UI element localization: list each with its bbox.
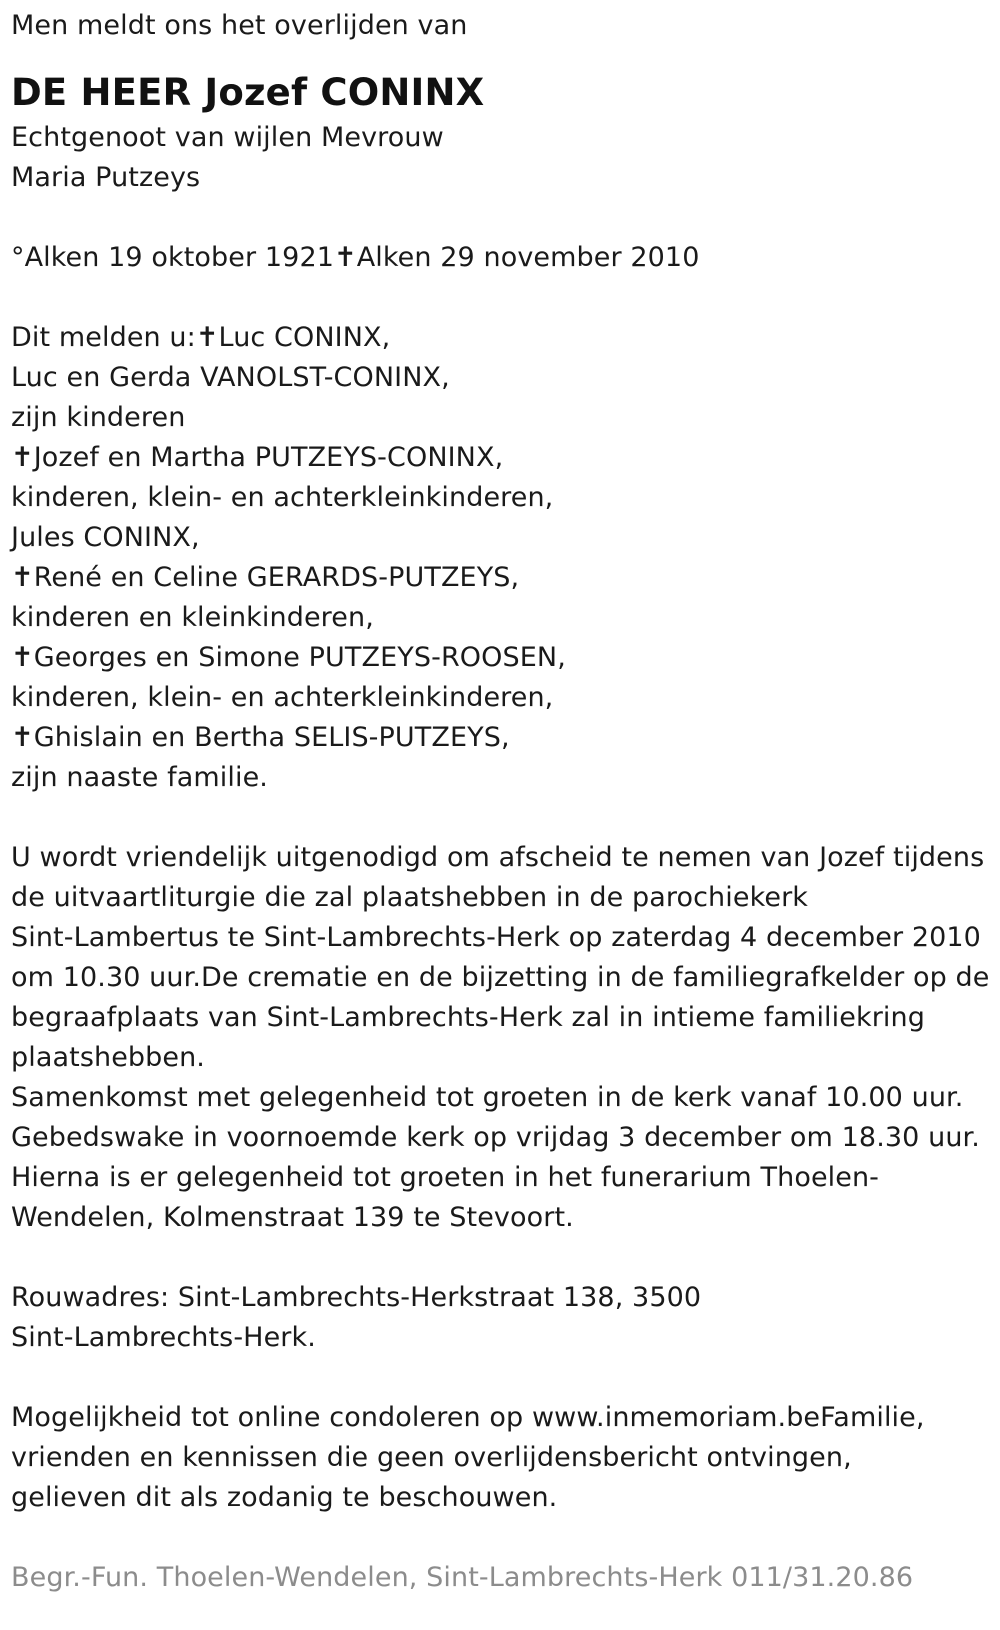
spouse-line: Maria Putzeys	[11, 162, 201, 193]
deceased-name: DE HEER Jozef CONINX	[11, 71, 485, 114]
family-line: kinderen, klein- en achterkleinkinderen,	[11, 682, 554, 713]
condolence-line: vrienden en kennissen die geen overlijdensbericht ontvingen,	[11, 1442, 852, 1473]
spacer	[11, 1238, 988, 1278]
ceremony-line: Gebedswake in voornoemde kerk op vrijdag 3 december om 18.30 uur.	[11, 1122, 980, 1153]
ceremony-section	[11, 838, 988, 1238]
family-section	[11, 318, 988, 798]
family-line: zijn kinderen	[11, 402, 186, 433]
funeral-home-footer: Begr.-Fun. Thoelen-Wendelen, Sint-Lambrechts-Herk 011/31.20.86	[11, 1562, 914, 1593]
intro-text: Men meldt ons het overlijden van	[11, 10, 468, 41]
spacer	[11, 198, 988, 238]
family-line: kinderen, klein- en achterkleinkinderen,	[11, 482, 554, 513]
spacer	[11, 798, 988, 838]
mourning-address-section	[11, 1278, 988, 1358]
family-line: Jules CONINX,	[11, 522, 200, 553]
family-line: kinderen en kleinkinderen,	[11, 602, 374, 633]
family-line: Dit melden u:✝Luc CONINX,	[11, 322, 391, 353]
ceremony-line: Sint-Lambertus te Sint-Lambrechts-Herk op zaterdag 4 december 2010	[11, 922, 981, 953]
family-line: ✝Ghislain en Bertha SELIS-PUTZEYS,	[11, 722, 510, 753]
ceremony-line: de uitvaartliturgie die zal plaatshebben in de parochiekerk	[11, 882, 809, 913]
family-line: ✝René en Celine GERARDS-PUTZEYS,	[11, 562, 520, 593]
ceremony-line: Samenkomst met gelegenheid tot groeten in de kerk vanaf 10.00 uur.	[11, 1082, 964, 1113]
condolence-section	[11, 1398, 988, 1518]
birth-death-dates: °Alken 19 oktober 1921✝Alken 29 november 2010	[11, 242, 700, 273]
ceremony-line: U wordt vriendelijk uitgenodigd om afscheid te nemen van Jozef tijdens	[11, 842, 985, 873]
spacer	[11, 278, 988, 318]
ceremony-line: om 10.30 uur.De crematie en de bijzetting in de familiegrafkelder op de	[11, 962, 990, 993]
family-line: zijn naaste familie.	[11, 762, 268, 793]
ceremony-line: Hierna is er gelegenheid tot groeten in het funerarium Thoelen-	[11, 1162, 880, 1193]
ceremony-line: begraafplaats van Sint-Lambrechts-Herk zal in intieme familiekring	[11, 1002, 925, 1033]
spacer	[11, 1358, 988, 1398]
family-line: ✝Georges en Simone PUTZEYS-ROOSEN,	[11, 642, 566, 673]
family-line: Luc en Gerda VANOLST-CONINX,	[11, 362, 450, 393]
condolence-line: gelieven dit als zodanig te beschouwen.	[11, 1482, 558, 1513]
condolence-line: Mogelijkheid tot online condoleren op www.inmemoriam.beFamilie,	[11, 1402, 925, 1433]
address-line: Rouwadres: Sint-Lambrechts-Herkstraat 138, 3500	[11, 1282, 702, 1313]
ceremony-line: plaatshebben.	[11, 1042, 205, 1073]
spouse-line: Echtgenoot van wijlen Mevrouw	[11, 122, 444, 153]
ceremony-line: Wendelen, Kolmenstraat 139 te Stevoort.	[11, 1202, 574, 1233]
address-line: Sint-Lambrechts-Herk.	[11, 1322, 316, 1353]
spacer	[11, 46, 988, 68]
family-line: ✝Jozef en Martha PUTZEYS-CONINX,	[11, 442, 504, 473]
